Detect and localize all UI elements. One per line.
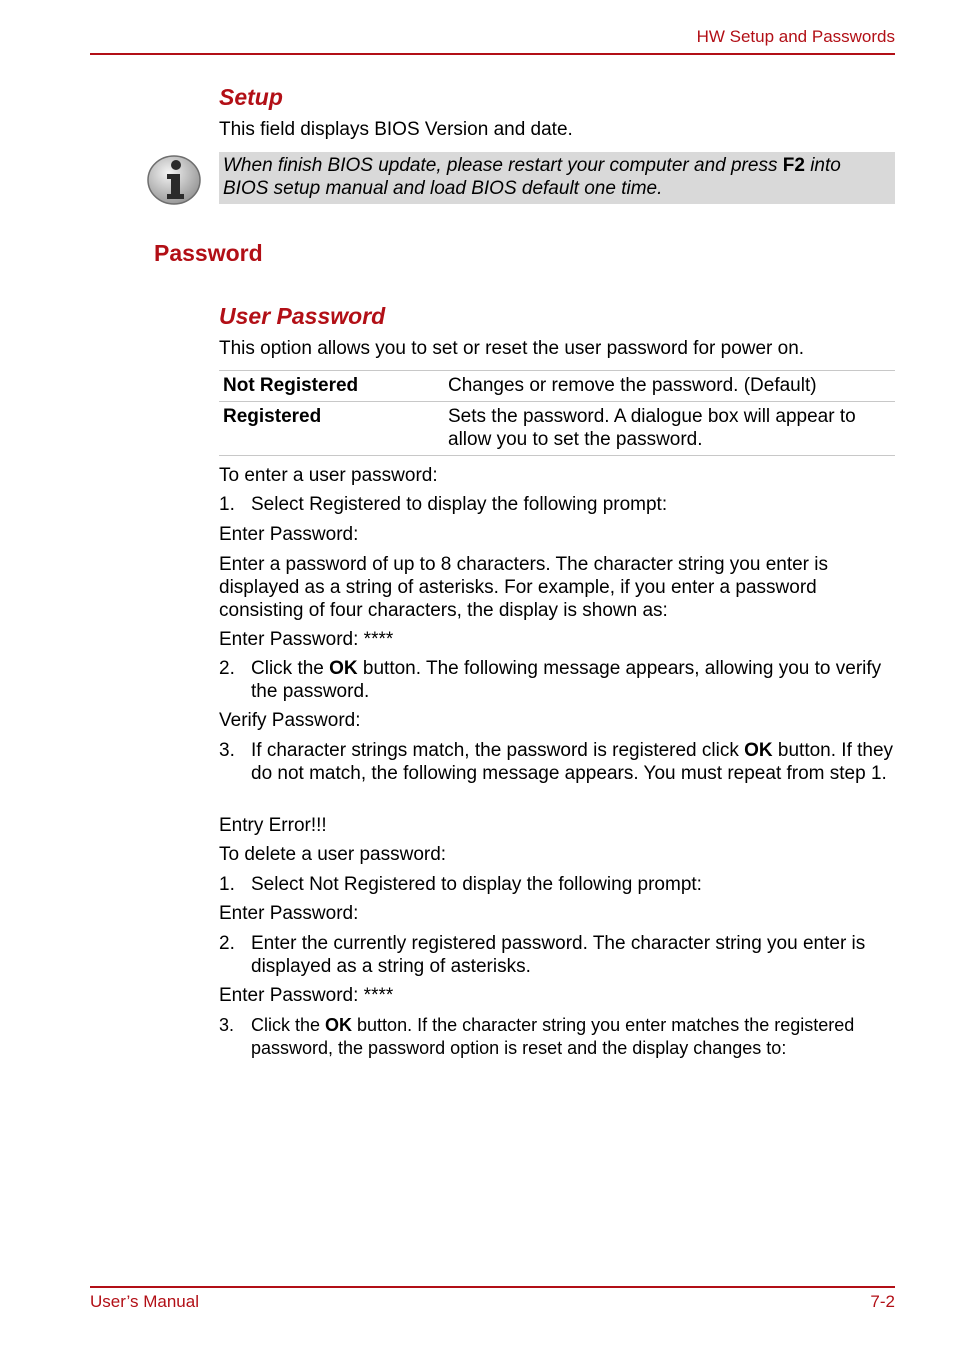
note-text-part1: When finish BIOS update, please restart your computer and press: [223, 155, 783, 176]
step-text: Select Not Registered to display the following prompt:: [251, 874, 702, 895]
password-heading: Password: [154, 240, 263, 266]
password-options-table: [219, 370, 895, 456]
user-password-intro: This option allows you to set or reset the user password for power on.: [219, 338, 805, 359]
page-number: 7-2: [870, 1292, 895, 1311]
ok-label: OK: [744, 740, 773, 761]
note-key: F2: [782, 155, 805, 176]
footer-rule: [90, 1286, 895, 1288]
step-text: Click the OK button. The following message appears, allowing you to verify the password.: [251, 658, 882, 702]
prompt-enter-password-masked-2: Enter Password: ****: [219, 985, 394, 1006]
step-number: 2.: [219, 658, 235, 679]
setup-heading: Setup: [219, 84, 283, 110]
step-number: 2.: [219, 933, 235, 954]
prompt-enter-password-2: Enter Password:: [219, 903, 359, 924]
step-number: 3.: [219, 740, 235, 761]
step-text: Enter the currently registered password. The character string you enter is displayed as a string of asterisks.: [251, 933, 866, 977]
option-name: Registered: [219, 402, 444, 456]
header-rule: [90, 53, 895, 55]
running-header: HW Setup and Passwords: [696, 27, 895, 46]
user-password-heading: User Password: [219, 303, 386, 329]
prompt-entry-error: Entry Error!!!: [219, 815, 327, 836]
prompt-enter-password: Enter Password:: [219, 524, 359, 545]
enter-intro: To enter a user password:: [219, 465, 438, 486]
option-name: Not Registered: [219, 371, 444, 402]
table-row: [219, 371, 895, 402]
password-chars-text: Enter a password of up to 8 characters. The character string you enter is displayed as a string of asterisks. For example, if you enter a password consisting of four characters, the display is shown as:: [219, 554, 829, 621]
step-number: 1.: [219, 874, 235, 895]
delete-intro: To delete a user password:: [219, 844, 447, 865]
step-text: Click the OK button. If the character string you enter matches the registered password, the password option is reset and the display changes to:: [251, 1015, 855, 1058]
prompt-enter-password-masked: Enter Password: ****: [219, 629, 394, 650]
step-text: Select Registered to display the following prompt:: [251, 494, 668, 515]
info-note: [219, 152, 895, 204]
option-description: Changes or remove the password. (Default): [444, 371, 895, 402]
footer-manual-title: User’s Manual: [90, 1292, 199, 1311]
ok-label: OK: [329, 658, 358, 679]
step-number: 3.: [219, 1015, 235, 1035]
ok-label: OK: [325, 1015, 353, 1035]
table-row: [219, 402, 895, 456]
option-description: Sets the password. A dialogue box will appear to allow you to set the password.: [444, 402, 895, 456]
setup-text: This field displays BIOS Version and date.: [219, 119, 573, 140]
prompt-verify-password: Verify Password:: [219, 710, 361, 731]
info-icon: [146, 153, 202, 207]
note-text-part2: into BIOS setup manual and load BIOS default one time.: [223, 155, 841, 199]
step-number: 1.: [219, 494, 235, 515]
step-text: If character strings match, the password is registered click OK button. If they do not match, the following message appears. You must repeat from step 1.: [251, 740, 894, 784]
